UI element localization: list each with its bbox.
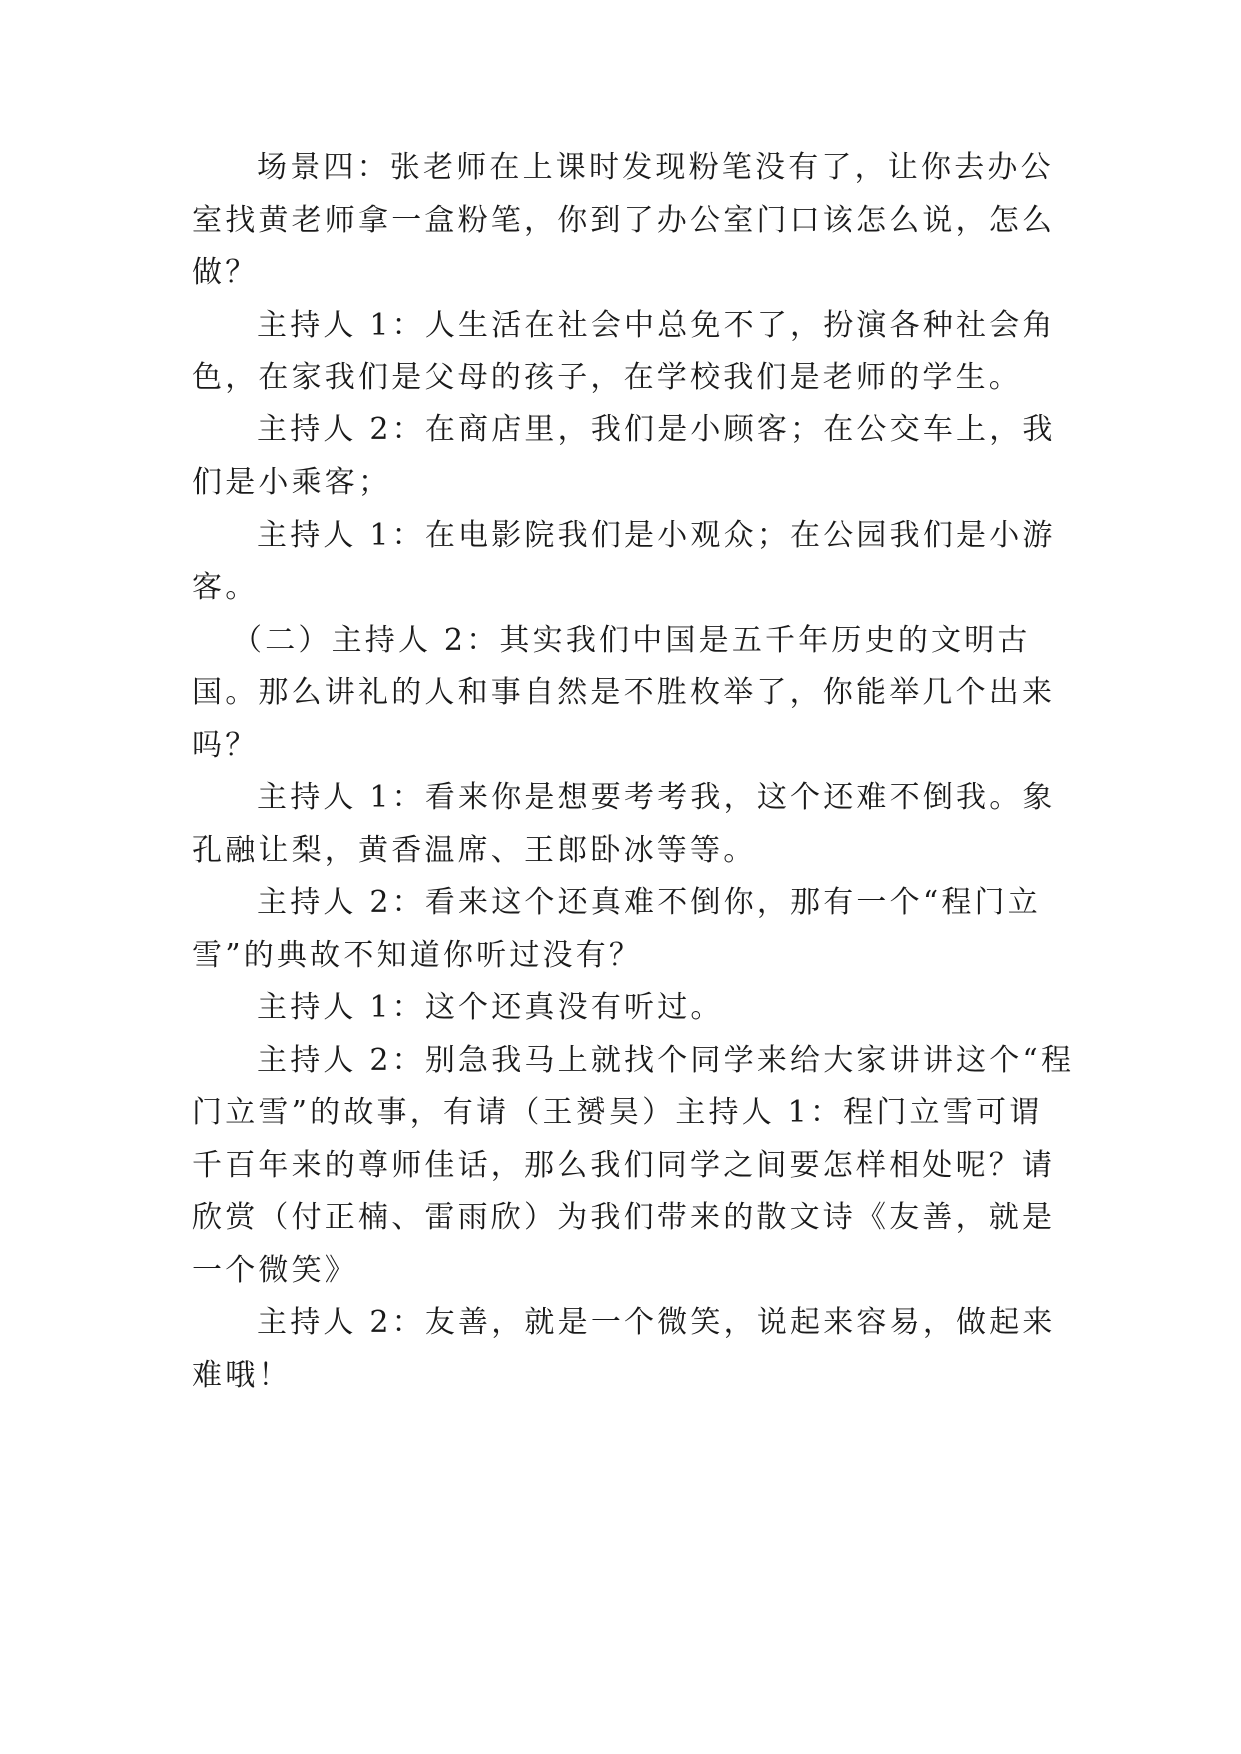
text-line: 主持人 1：这个还真没有听过。	[257, 990, 724, 1025]
text-line: （二）主持人 2：其实我们中国是五千年历史的文明古	[232, 623, 1031, 658]
text-line: 主持人 2：看来这个还真难不倒你，那有一个“程门立	[257, 885, 1041, 920]
text-line: 主持人 2：在商店里，我们是小顾客；在公交车上，我	[257, 412, 1056, 447]
text-line: 孔融让梨，黄香温席、王郎卧冰等等。	[192, 833, 757, 868]
text-line: 吗？	[192, 728, 259, 763]
text-line: 国。那么讲礼的人和事自然是不胜枚举了，你能举几个出来	[192, 675, 1056, 710]
text-line: 欣赏（付正楠、雷雨欣）为我们带来的散文诗《友善，就是	[192, 1200, 1056, 1235]
text-line: 主持人 1：在电影院我们是小观众；在公园我们是小游	[257, 518, 1056, 553]
text-line: 客。	[192, 570, 259, 605]
text-line: 一个微笑》	[192, 1253, 358, 1288]
text-line: 主持人 1：人生活在社会中总免不了，扮演各种社会角	[257, 308, 1056, 343]
text-line: 难哦！	[192, 1358, 292, 1393]
text-line: 室找黄老师拿一盒粉笔，你到了办公室门口该怎么说，怎么	[192, 203, 1056, 238]
text-line: 场景四：张老师在上课时发现粉笔没有了，让你去办公	[257, 150, 1054, 185]
text-line: 主持人 1：看来你是想要考考我，这个还难不倒我。象	[257, 780, 1056, 815]
text-line: 主持人 2：别急我马上就找个同学来给大家讲讲这个“程	[257, 1043, 1075, 1078]
text-line: 雪”的典故不知道你听过没有？	[192, 938, 643, 973]
text-line: 千百年来的尊师佳话，那么我们同学之间要怎样相处呢？请	[192, 1148, 1056, 1183]
text-line: 色，在家我们是父母的孩子，在学校我们是老师的学生。	[192, 360, 1022, 395]
text-line: 门立雪”的故事，有请（王赟昊）主持人 1：程门立雪可谓	[192, 1095, 1043, 1130]
text-line: 做？	[192, 255, 259, 290]
text-line: 主持人 2：友善，就是一个微笑，说起来容易，做起来	[257, 1305, 1056, 1340]
text-line: 们是小乘客；	[192, 465, 392, 500]
